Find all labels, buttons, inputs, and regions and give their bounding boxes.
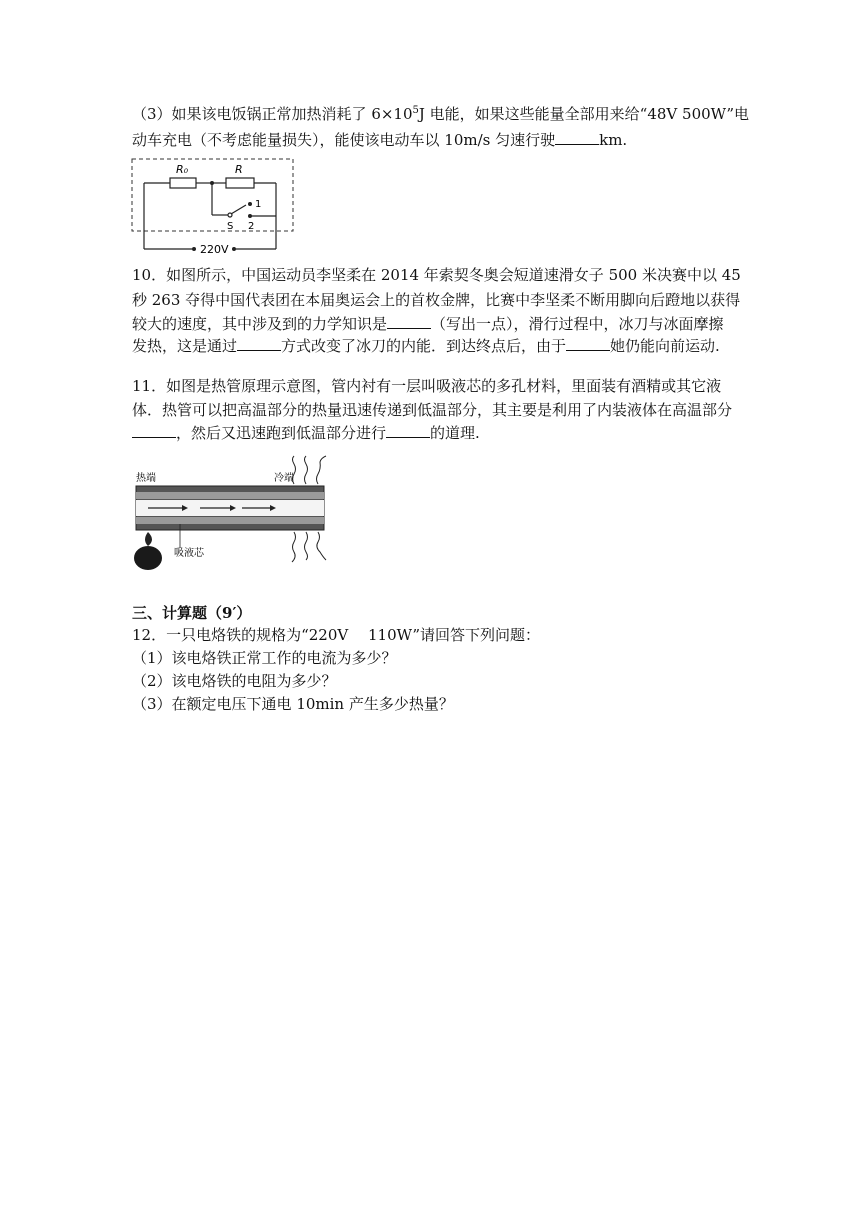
q10-text-a: 较大的速度，其中涉及到的力学知识是 — [132, 315, 388, 333]
label-r0: R₀ — [176, 163, 189, 176]
answer-blank[interactable] — [387, 314, 431, 329]
q10-line2: 秒 263 夺得中国代表团在本届奥运会上的首枚金牌，比赛中李坚柔不断用脚向后蹬地以获得 — [132, 291, 741, 309]
q12-sub1: （1）该电烙铁正常工作的电流为多少？ — [132, 649, 397, 667]
q10-text-c: 发热，这是通过 — [132, 337, 238, 355]
q12-text: 12．一只电烙铁的规格为“220V 110W”请回答下列问题： — [132, 626, 540, 644]
q10-text-e: 她仍能向前运动. — [610, 337, 720, 355]
contact-1-dot — [248, 202, 252, 206]
q9-part3-text-c: 动车充电（不考虑能量损失），能使该电动车以 10m/s 匀速行驶 — [132, 131, 556, 149]
heat-wave-down-3 — [317, 532, 326, 560]
resistor-r0 — [170, 178, 196, 188]
answer-blank[interactable] — [132, 423, 176, 438]
q9-part3-text-b: J 电能，如果这些能量全部用来给“48V 500W”电 — [418, 105, 750, 123]
answer-blank[interactable] — [566, 336, 610, 351]
label-contact-1: 1 — [255, 199, 262, 210]
q9-part3-line1 — [132, 104, 749, 124]
label-hot-end: 热端 — [136, 473, 156, 484]
q10-line1: 10．如图所示，中国运动员李坚柔在 2014 年索契冬奥会短道速滑女子 500 米决赛中以 45 — [132, 266, 741, 284]
burner-flame — [145, 532, 152, 546]
q10-line3 — [132, 314, 724, 334]
q11-line2: 体．热管可以把高温部分的热量迅速传递到低温部分，其主要是利用了内装液体在高温部分 — [132, 401, 733, 419]
answer-blank[interactable] — [237, 336, 281, 351]
label-r: R — [235, 163, 243, 176]
heat-wave-down-1 — [292, 532, 296, 562]
terminal-left — [192, 247, 196, 251]
q12-sub2: （2）该电烙铁的电阻为多少？ — [132, 672, 337, 690]
section-title: 三、计算题（9′） — [132, 604, 252, 622]
heat-wave-down-2 — [305, 532, 308, 560]
heat-pipe-diagram — [130, 452, 350, 574]
q9-part3-line2 — [132, 130, 627, 150]
resistor-r — [226, 178, 254, 188]
q12-sub3: （3）在额定电压下通电 10min 产生多少热量？ — [132, 695, 454, 713]
label-wick: 吸液芯 — [174, 548, 204, 559]
label-contact-2: 2 — [248, 221, 255, 232]
q9-part3-text-a: （3）如果该电饭锅正常加热消耗了 6×10 — [132, 105, 413, 123]
heat-wave-up-2 — [305, 456, 308, 484]
pipe-wick-bottom — [136, 517, 324, 524]
q9-part3-unit: km. — [599, 131, 628, 149]
answer-blank[interactable] — [386, 423, 430, 438]
pipe-wick-top — [136, 492, 324, 499]
burner-lamp — [134, 546, 162, 570]
circuit-diagram — [130, 157, 295, 257]
label-voltage: 220V — [200, 243, 229, 256]
q11-text-b: ，然后又迅速跑到低温部分进行 — [176, 424, 387, 442]
q10-text-d: 方式改变了冰刀的内能．到达终点后，由于 — [281, 337, 567, 355]
heat-wave-up-3 — [317, 456, 327, 484]
terminal-right — [232, 247, 236, 251]
q10-text-b: （写出一点），滑行过程中，冰刀与冰面摩擦 — [431, 315, 724, 333]
q11-text-c: 的道理. — [430, 424, 480, 442]
label-cold-end: 冷端 — [274, 473, 294, 484]
q10-line4 — [132, 336, 720, 356]
label-switch: S — [227, 221, 234, 232]
switch-blade — [231, 205, 246, 214]
q11-line3 — [132, 423, 480, 443]
answer-blank[interactable] — [555, 130, 599, 145]
q9-part3-exponent: 5 — [412, 105, 419, 116]
q11-line1: 11．如图是热管原理示意图，管内衬有一层叫吸液芯的多孔材料，里面装有酒精或其它液 — [132, 377, 722, 395]
